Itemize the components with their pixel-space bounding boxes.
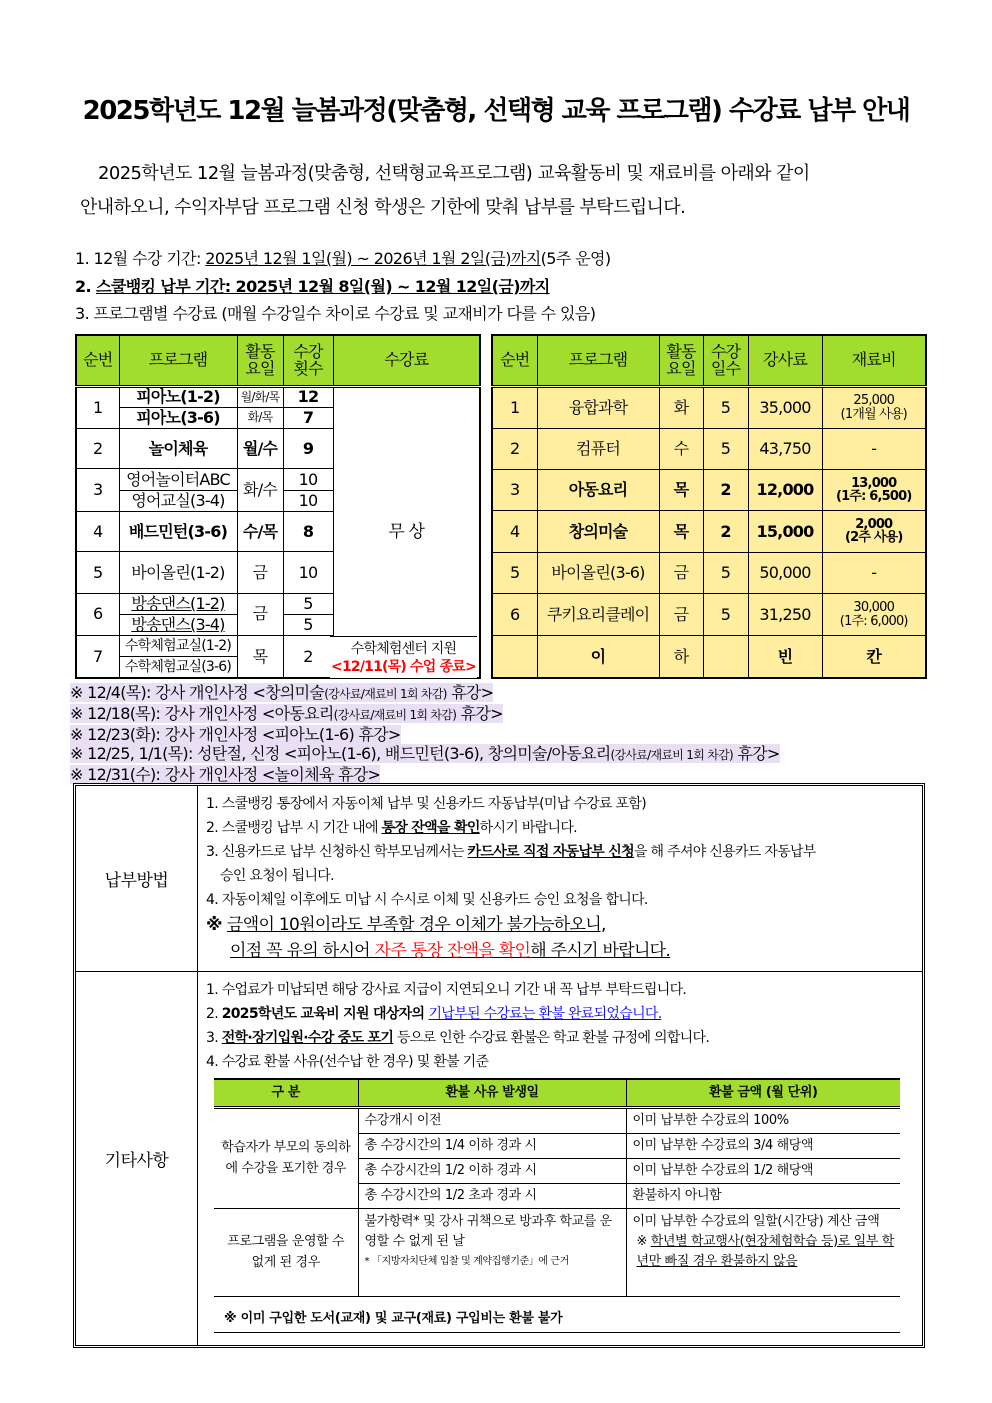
item1-prefix: 1. 12월 수강 기간: (75, 249, 206, 268)
table-row: 7 수학체험교실(1-2) 목 2 (76, 635, 480, 656)
header-no: 순번 (492, 335, 537, 386)
etc-content: 1. 수업료가 미납되면 해당 강사료 지급이 지연되오니 기간 내 꼭 납부 부탁드립니다. 2. 2025학년도 교육비 지원 대상자의 기납부된 수강료는 환불 완료되었습니다. 3. 전학·장기입원·수강 중도 포기 등으로 인한 수강료 환불은 학교 환불 규정에 의합니다. 4. 수강료 환불 사유(선수납 한 경우) 및 환불 기준 구 분 환불 사유 발생일 환불 금액 (월 단위) 학습자가 부모의 동의하에 수강을 포기한 경우 수강개시 이전 이미 납부한 수강료의 100% 총 수강시간의 1/4 이하 경과 시 이미 납부한 수강료의 3/4 해당액 총 수강시간의 1/2 이하 경과 시 이미 납부한 수강료의 1/2 해당액 총 수강시간의 1/2 초과 경과 시 환불하지 아니함 프로그램을 운영할 수 없게 된 경우 불가항력* 및 강사 귀책으로 방과후 학교를 운영할 수 없게 된 날 * 「지방자치단체 입찰 및 계약집행기준」에 근거 이미 납부한 수강료의 일할(시간당) 계산 금액 ※ 학년별 학교행사(현장체험학습 등)로 일부 학년만 빠질 경우 환불하지 않음 ※ 이미 구입한 도서(교재) 및 교구(재료) 구입비는 환불 불가 (198, 972, 922, 1345)
table-row: 6 방송댄스(1-2) 금 5 (76, 593, 480, 614)
header-fee: 수강료 (333, 335, 480, 386)
table-row: 방송댄스(3-4) 5 (76, 614, 480, 635)
paid-program-table (491, 334, 927, 679)
intro-line-1: 2025학년도 12월 늘봄과정(맞춤형, 선택형교육프로그램) 교육활동비 및 재료비를 아래와 같이 (98, 163, 810, 184)
etc-label: 기타사항 (76, 972, 198, 1345)
note-item: ※ 12/31(수): 강사 개인사정 <놀이체육 휴강> (70, 765, 381, 784)
table-row: 1 융합과학 화 5 35,000 25,000 (1개월 사용) (492, 386, 926, 428)
math-center-fee-cell (330, 636, 477, 678)
refund-note: ※ 이미 구입한 도서(교재) 및 교구(재료) 구입비는 환불 불가 (214, 1298, 900, 1333)
table-row: 영어교실(3-4) 10 (76, 490, 480, 511)
table-row-blank: 이 하 빈 칸 (492, 636, 926, 678)
holiday-notes (70, 683, 780, 784)
header-day: 활동 요일 (237, 335, 283, 386)
table-row: 수학체험교실(3-6) (76, 657, 480, 678)
table-row: 3 영어놀이터ABC 화/수 10 (76, 469, 480, 490)
info-box (73, 783, 925, 1348)
table-row: 5 바이올린(3-6) 금 5 50,000 - (492, 552, 926, 593)
item2-text: 스쿨뱅킹 납부 기간: 2025년 12월 8일(월) ~ 12월 12일(금)까지 (95, 277, 550, 296)
free-fee-cell: 무 상 (333, 386, 480, 678)
payment-label: 납부방법 (76, 786, 198, 971)
page-title: 2025학년도 12월 늘봄과정(맞춤형, 선택형 교육 프로그램) 수강료 납부 안내 (82, 96, 910, 126)
header-material-fee: 재료비 (822, 335, 926, 386)
table-row: 2 놀이체육 월/수 9 (76, 428, 480, 468)
note-item: ※ 12/18(목): 강사 개인사정 <아동요리(강사료/재료비 1회 차감) 휴강> (70, 704, 503, 723)
table-row: 4 배드민턴(3-6) 수/목 8 (76, 511, 480, 551)
math-center-support: 수학체험센터 지원 (350, 640, 457, 657)
table-row: 5 바이올린(1-2) 금 10 (76, 552, 480, 593)
note-item: ※ 12/4(목): 강사 개인사정 <창의미술(강사료/재료비 1회 차감) 휴강> (70, 683, 494, 702)
table-row: 4 창의미술 목 2 15,000 2,000 (2주 사용) (492, 511, 926, 552)
intro-line-2: 안내하오니, 수익자부담 프로그램 신청 학생은 기한에 맞춰 납부를 부탁드립니다. (80, 197, 686, 218)
table-row: 학습자가 부모의 동의하에 수강을 포기한 경우 수강개시 이전 이미 납부한 수강료의 100% (214, 1107, 900, 1133)
item-period (75, 246, 611, 269)
header-day: 활동 요일 (659, 335, 703, 386)
note-item: ※ 12/23(화): 강사 개인사정 <피아노(1-6) 휴강> (70, 725, 401, 744)
warning-line-2: 이점 꼭 유의 하시어 자주 통장 잔액을 확인해 주시기 바랍니다. (230, 941, 671, 961)
refund-table: 구 분 환불 사유 발생일 환불 금액 (월 단위) 학습자가 부모의 동의하에 수강을 포기한 경우 수강개시 이전 이미 납부한 수강료의 100% 총 수강시간의 1/4 이하 경과 시 이미 납부한 수강료의 3/4 해당액 총 수강시간의 1/2 이하 경과 시 이미 납부한 수강료의 1/2 해당액 총 수강시간의 1/2 초과 경과 시 환불하지 아니함 프로그램을 운영할 수 없게 된 경우 불가항력* 및 강사 귀책으로 방과후 학교를 운영할 수 없게 된 날 * 「지방자치단체 입찰 및 계약집행기준」에 근거 이미 납부한 수강료의 일할(시간당) 계산 금액 ※ 학년별 학교행사(현장체험학습 등)로 일부 학년만 빠질 경우 환불하지 않음 (214, 1078, 900, 1297)
header-count: 수강 횟수 (283, 335, 333, 386)
table-row: 3 아동요리 목 2 12,000 13,000 (1주: 6,500) (492, 470, 926, 511)
header-days: 수강 일수 (703, 335, 748, 386)
header-no: 순번 (76, 335, 119, 386)
item2-prefix: 2. (75, 277, 96, 296)
warning-line-1: ※ 금액이 10원이라도 부족할 경우 이체가 불가능하오니, (206, 915, 606, 935)
math-class-end-notice: <12/11(목) 수업 종료> (331, 658, 476, 675)
header-program: 프로그램 (119, 335, 237, 386)
table-row: 프로그램을 운영할 수 없게 된 경우 불가항력* 및 강사 귀책으로 방과후 학교를 운영할 수 없게 된 날 * 「지방자치단체 입찰 및 계약집행기준」에 근거 이미 납부한 수강료의 일할(시간당) 계산 금액 ※ 학년별 학교행사(현장체험학습 등)로 일부 학년만 빠질 경우 환불하지 않음 (214, 1208, 900, 1296)
table-row: 총 수강시간의 1/2 이하 경과 시 이미 납부한 수강료의 1/2 해당액 (214, 1158, 900, 1183)
payment-section (76, 786, 922, 972)
item1-period: 2025년 12월 1일(월) ~ 2026년 1월 2일(금)까지 (205, 249, 541, 268)
header-instructor-fee: 강사료 (748, 335, 822, 386)
item-fee-note: 3. 프로그램별 수강료 (매월 수강일수 차이로 수강료 및 교재비가 다를 수 있음) (75, 304, 596, 323)
header-program: 프로그램 (537, 335, 659, 386)
note-item: ※ 12/25, 1/1(목): 성탄절, 신정 <피아노(1-6), 배드민턴(3-6), 창의미술/아동요리(강사료/재료비 1회 차감) 휴강> (70, 744, 780, 763)
etc-section (76, 972, 922, 1345)
table-row: 피아노(3-6) 화/목 7 (76, 407, 480, 428)
table-row: 총 수강시간의 1/4 이하 경과 시 이미 납부한 수강료의 3/4 해당액 (214, 1133, 900, 1158)
table-row: 2 컴퓨터 수 5 43,750 - (492, 428, 926, 469)
table-row: 6 쿠키요리클레이 금 5 31,250 30,000 (1주: 6,000) (492, 593, 926, 635)
table-row: 1 피아노(1-2) 월/화/목 12 무 상 (76, 386, 480, 407)
payment-content: 1. 스쿨뱅킹 통장에서 자동이체 납부 및 신용카드 자동납부(미납 수강료 포함) 2. 스쿨뱅킹 납부 시 기간 내에 통장 잔액을 확인하시기 바랍니다. 3. 신용카드로 납부 신청하신 학부모님께서는 카드사로 직접 자동납부 신청을 해 주셔야 신용카드 자동납부 승인 요청이 됩니다. 4. 자동이체일 이후에도 미납 시 수시로 이체 및 신용카드 승인 요청을 합니다. ※ 금액이 10원이라도 부족할 경우 이체가 불가능하오니, 이점 꼭 유의 하시어 자주 통장 잔액을 확인해 주시기 바랍니다. (198, 786, 922, 971)
table-row: 총 수강시간의 1/2 초과 경과 시 환불하지 아니함 (214, 1183, 900, 1208)
item-payment-period (75, 274, 550, 297)
free-program-table (75, 334, 481, 679)
item1-suffix: (5주 운영) (540, 249, 611, 268)
